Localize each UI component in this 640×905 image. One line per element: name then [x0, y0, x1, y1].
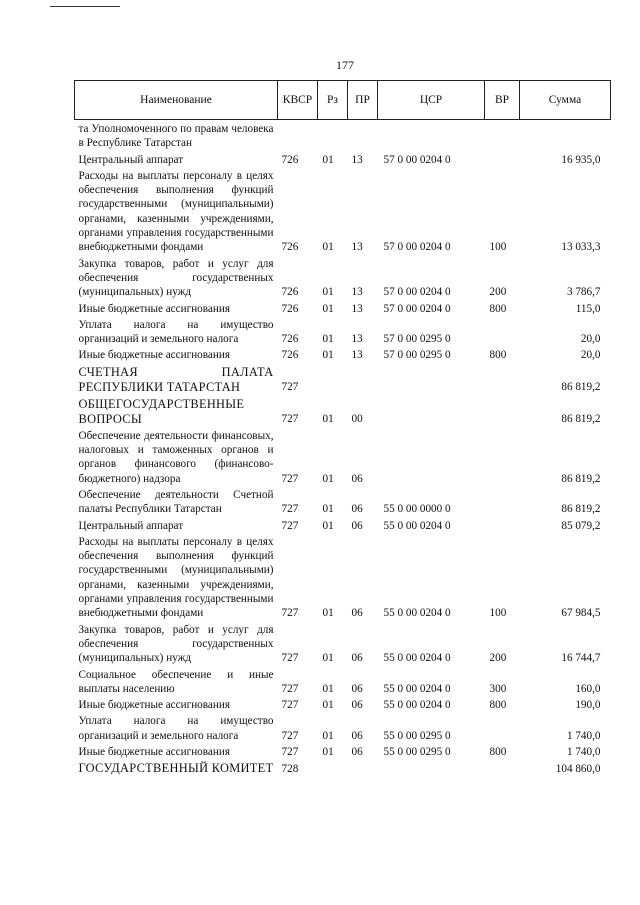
cell-csr: 57 0 00 0204 0: [383, 302, 451, 315]
table-row: [75, 533, 611, 621]
cell-rz: [318, 759, 348, 776]
cell-pr: [348, 363, 378, 395]
cell-vr: 200: [489, 652, 507, 665]
cell-kvsr: 727: [281, 699, 299, 712]
page-number: 177: [336, 58, 354, 72]
cell-csr: 57 0 00 0204 0: [383, 241, 451, 254]
cell-kvsr: 727: [281, 503, 299, 516]
cell-kvsr: 726: [281, 349, 299, 362]
cell-sum: 20,0: [580, 349, 601, 362]
cell-rz: 01: [322, 413, 334, 426]
cell-rz: 01: [322, 333, 334, 346]
cell-sum: 1 740,0: [566, 745, 601, 758]
cell-csr: 55 0 00 0204 0: [383, 682, 451, 695]
cell-sum: 86 819,2: [561, 503, 601, 516]
table-row: [75, 395, 611, 427]
cell-kvsr: [278, 120, 318, 151]
cell-rz: 01: [322, 153, 334, 166]
table-row: [75, 486, 611, 517]
table-row: [75, 167, 611, 255]
header-kvsr: КВСР: [278, 81, 318, 120]
cell-rz: 01: [322, 241, 334, 254]
cell-name: Центральный аппарат: [78, 153, 184, 166]
cell-csr: 55 0 00 0204 0: [383, 652, 451, 665]
cell-rz: 01: [322, 699, 334, 712]
cell-sum: 86 819,2: [561, 413, 601, 426]
header-sum: Сумма: [520, 81, 611, 120]
cell-rz: 01: [322, 286, 334, 299]
cell-sum: 1 740,0: [566, 729, 601, 742]
cell-csr: [378, 759, 485, 776]
cell-rz: 01: [322, 519, 334, 532]
cell-vr: [485, 363, 520, 395]
cell-pr: 06: [351, 607, 363, 620]
table-row: [75, 363, 611, 395]
cell-pr: 13: [351, 349, 363, 362]
table-row: [75, 743, 611, 759]
cell-vr: [485, 395, 520, 427]
cell-name: ОБЩЕГОСУДАРСТВЕННЫЕ ВОПРОСЫ: [78, 396, 245, 426]
cell-name: Центральный аппарат: [78, 519, 184, 532]
cell-vr: [485, 427, 520, 486]
cell-rz: 01: [322, 349, 334, 362]
cell-pr: [348, 120, 378, 151]
cell-kvsr: 727: [281, 413, 299, 426]
cell-csr: [378, 427, 485, 486]
cell-sum: 13 033,3: [561, 241, 601, 254]
cell-sum: 86 819,2: [561, 472, 601, 485]
cell-sum: 16 744,7: [561, 652, 601, 665]
cell-kvsr: 727: [281, 682, 299, 695]
table-row: [75, 316, 611, 347]
cell-pr: 00: [351, 413, 363, 426]
cell-pr: 06: [351, 652, 363, 665]
cell-kvsr: 726: [281, 302, 299, 315]
header-row: [75, 81, 611, 120]
cell-vr: [485, 120, 520, 151]
cell-sum: 67 984,5: [561, 607, 601, 620]
table-row: [75, 427, 611, 486]
cell-pr: 13: [351, 153, 363, 166]
cell-rz: 01: [322, 652, 334, 665]
cell-csr: 55 0 00 0204 0: [383, 699, 451, 712]
cell-kvsr: 726: [281, 241, 299, 254]
header-pr: ПР: [348, 81, 378, 120]
cell-csr: 55 0 00 0204 0: [383, 519, 451, 532]
table-row: [75, 621, 611, 666]
cell-vr: [485, 316, 520, 347]
table-body: [75, 120, 611, 777]
header-name: Наименование: [75, 81, 278, 120]
cell-csr: 55 0 00 0295 0: [383, 745, 451, 758]
table-row: [75, 255, 611, 300]
header-vr: ВР: [485, 81, 520, 120]
cell-pr: 13: [351, 241, 363, 254]
cell-pr: 06: [351, 745, 363, 758]
table-row: [75, 346, 611, 362]
cell-name: Расходы на выплаты персоналу в целях обеспечения выполнения функций государственными (муниципальными) органами, казенными учреждениями, органами управления государственными внебюджетными фондами: [78, 169, 274, 254]
cell-name: Закупка товаров, работ и услуг для обеспечения государственных (муниципальных) нужд: [78, 623, 274, 665]
cell-rz: 01: [322, 503, 334, 516]
cell-vr: 800: [489, 349, 507, 362]
cell-pr: 13: [351, 286, 363, 299]
cell-pr: 06: [351, 729, 363, 742]
cell-sum: 104 860,0: [555, 762, 601, 775]
cell-name: Иные бюджетные ассигнования: [78, 699, 230, 712]
cell-csr: 57 0 00 0204 0: [383, 286, 451, 299]
cell-sum: 16 935,0: [561, 153, 601, 166]
cell-name: Расходы на выплаты персоналу в целях обеспечения выполнения функций государственными (муниципальными) органами, казенными учреждениями, органами управления государственными внебюджетными фондами: [78, 535, 274, 620]
cell-name: Обеспечение деятельности Счетной палаты Республики Татарстан: [78, 488, 274, 516]
cell-rz: 01: [322, 682, 334, 695]
cell-vr: [485, 151, 520, 167]
cell-name: СЧЕТНАЯ ПАЛАТА РЕСПУБЛИКИ ТАТАРСТАН: [78, 364, 274, 394]
cell-pr: 13: [351, 333, 363, 346]
cell-pr: 06: [351, 472, 363, 485]
cell-vr: 100: [489, 241, 507, 254]
cell-pr: 13: [351, 302, 363, 315]
cell-csr: [378, 395, 485, 427]
cell-vr: [485, 486, 520, 517]
table-row: [75, 300, 611, 316]
cell-sum: 160,0: [575, 682, 601, 695]
cell-name: Социальное обеспечение и иные выплаты населению: [78, 668, 274, 695]
cell-csr: 57 0 00 0295 0: [383, 333, 451, 346]
cell-vr: [485, 759, 520, 776]
cell-sum: 85 079,2: [561, 519, 601, 532]
cell-csr: 55 0 00 0000 0: [383, 503, 451, 516]
table-row: [75, 517, 611, 533]
cell-name: Уплата налога на имущество организаций и земельного налога: [78, 715, 274, 742]
cell-rz: 01: [322, 745, 334, 758]
cell-rz: [318, 120, 348, 151]
table-row: [75, 151, 611, 167]
cell-sum: 86 819,2: [561, 381, 601, 394]
cell-pr: 06: [351, 682, 363, 695]
cell-pr: 06: [351, 519, 363, 532]
cell-vr: 300: [489, 682, 507, 695]
cell-csr: [378, 363, 485, 395]
cell-vr: 200: [489, 286, 507, 299]
table-row: [75, 120, 611, 151]
cell-pr: 06: [351, 699, 363, 712]
cell-name: та Уполномоченного по правам человека в Республике Татарстан: [78, 123, 274, 150]
cell-rz: 01: [322, 302, 334, 315]
cell-kvsr: 727: [281, 519, 299, 532]
cell-name: Закупка товаров, работ и услуг для обеспечения государственных (муниципальных) нужд: [78, 257, 274, 299]
cell-kvsr: 726: [281, 333, 299, 346]
cell-kvsr: 727: [281, 652, 299, 665]
cell-vr: 800: [489, 745, 507, 758]
cell-kvsr: 727: [281, 729, 299, 742]
header-rz: Рз: [318, 81, 348, 120]
cell-name: Иные бюджетные ассигнования: [78, 745, 230, 758]
cell-csr: 55 0 00 0204 0: [383, 607, 451, 620]
cell-name: Обеспечение деятельности финансовых, налоговых и таможенных органов и органов финансового (финансово-бюджетного) надзора: [78, 429, 274, 485]
cell-kvsr: 727: [281, 745, 299, 758]
cell-pr: 06: [351, 503, 363, 516]
cell-kvsr: 727: [281, 607, 299, 620]
cell-csr: 57 0 00 0295 0: [383, 349, 451, 362]
cell-vr: [485, 712, 520, 743]
cell-pr: [348, 759, 378, 776]
cell-csr: [378, 120, 485, 151]
cell-vr: 800: [489, 302, 507, 315]
cell-sum: 20,0: [580, 333, 601, 346]
cell-sum: 3 786,7: [566, 286, 601, 299]
cell-rz: 01: [322, 472, 334, 485]
cell-name: ГОСУДАРСТВЕННЫЙ КОМИТЕТ: [78, 761, 274, 776]
cell-csr: 55 0 00 0295 0: [383, 729, 451, 742]
cell-vr: 100: [489, 607, 507, 620]
table-row: [75, 712, 611, 743]
cell-kvsr: 727: [281, 472, 299, 485]
cell-kvsr: 726: [281, 153, 299, 166]
table-row: [75, 759, 611, 776]
cell-rz: [318, 363, 348, 395]
cell-name: Иные бюджетные ассигнования: [78, 302, 230, 315]
top-rule: [50, 6, 120, 7]
cell-kvsr: 727: [281, 381, 299, 394]
cell-sum: [520, 120, 611, 151]
table-row: [75, 696, 611, 712]
cell-vr: 800: [489, 699, 507, 712]
cell-rz: 01: [322, 729, 334, 742]
table-row: [75, 666, 611, 697]
cell-name: Иные бюджетные ассигнования: [78, 349, 230, 362]
cell-vr: [485, 517, 520, 533]
cell-csr: 57 0 00 0204 0: [383, 153, 451, 166]
cell-sum: 190,0: [575, 699, 601, 712]
cell-rz: 01: [322, 607, 334, 620]
cell-kvsr: 726: [281, 286, 299, 299]
header-csr: ЦСР: [378, 81, 485, 120]
cell-sum: 115,0: [575, 302, 601, 315]
cell-name: Уплата налога на имущество организаций и земельного налога: [78, 318, 274, 346]
cell-kvsr: 728: [281, 762, 299, 775]
budget-table: [74, 80, 611, 776]
